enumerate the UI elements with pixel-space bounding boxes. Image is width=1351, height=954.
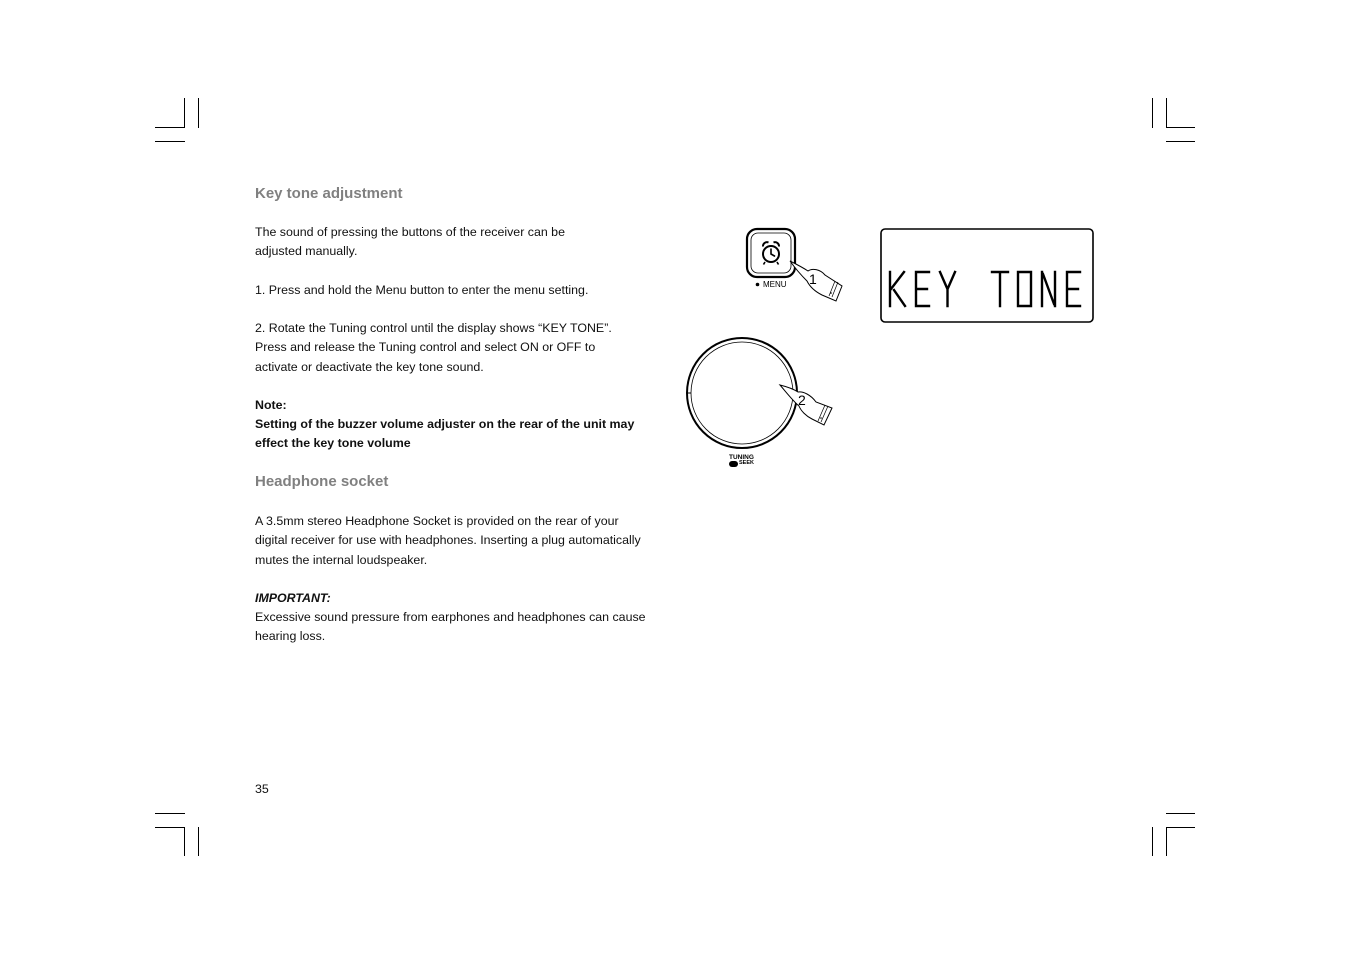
- step-1-number: 1: [809, 271, 817, 287]
- key-tone-step-1: 1. Press and hold the Menu button to enter the menu setting.: [255, 283, 589, 297]
- page-number: 35: [255, 782, 269, 796]
- step-2-number: 2: [798, 392, 806, 408]
- menu-button-figure: [740, 224, 850, 306]
- headphone-body: A 3.5mm stereo Headphone Socket is provided on the rear of your digital receiver for use with headphones. Inserting a plug automatically mutes the internal loudspeaker.: [255, 514, 641, 567]
- note-text: Setting of the buzzer volume adjuster on the rear of the unit may effect the key tone volume: [255, 417, 635, 451]
- menu-label: MENU: [763, 280, 787, 289]
- press-indicator-icon: [729, 461, 739, 467]
- tuning-knob-illustration: [680, 335, 840, 455]
- menu-button-illustration: [740, 224, 850, 306]
- important-text: Excessive sound pressure from earphones and headphones can cause hearing loss.: [255, 610, 646, 644]
- key-tone-step-2: 2. Rotate the Tuning control until the display shows “KEY TONE”. Press and release the Tuning control and select ON or OFF to activate or deactivate the key tone sound.: [255, 321, 612, 374]
- tuning-label: TUNING: [729, 454, 754, 461]
- important-label: IMPORTANT:: [255, 591, 331, 605]
- seek-label: SEEK: [739, 460, 754, 466]
- lcd-display-illustration: [880, 228, 1094, 323]
- key-tone-intro: The sound of pressing the buttons of the receiver can be adjusted manually.: [255, 225, 565, 259]
- tuning-knob-figure: [680, 335, 840, 455]
- note-label: Note:: [255, 398, 287, 412]
- key-tone-heading: Key tone adjustment: [255, 185, 403, 202]
- lcd-display-figure: [880, 228, 1094, 323]
- headphone-heading: Headphone socket: [255, 473, 389, 490]
